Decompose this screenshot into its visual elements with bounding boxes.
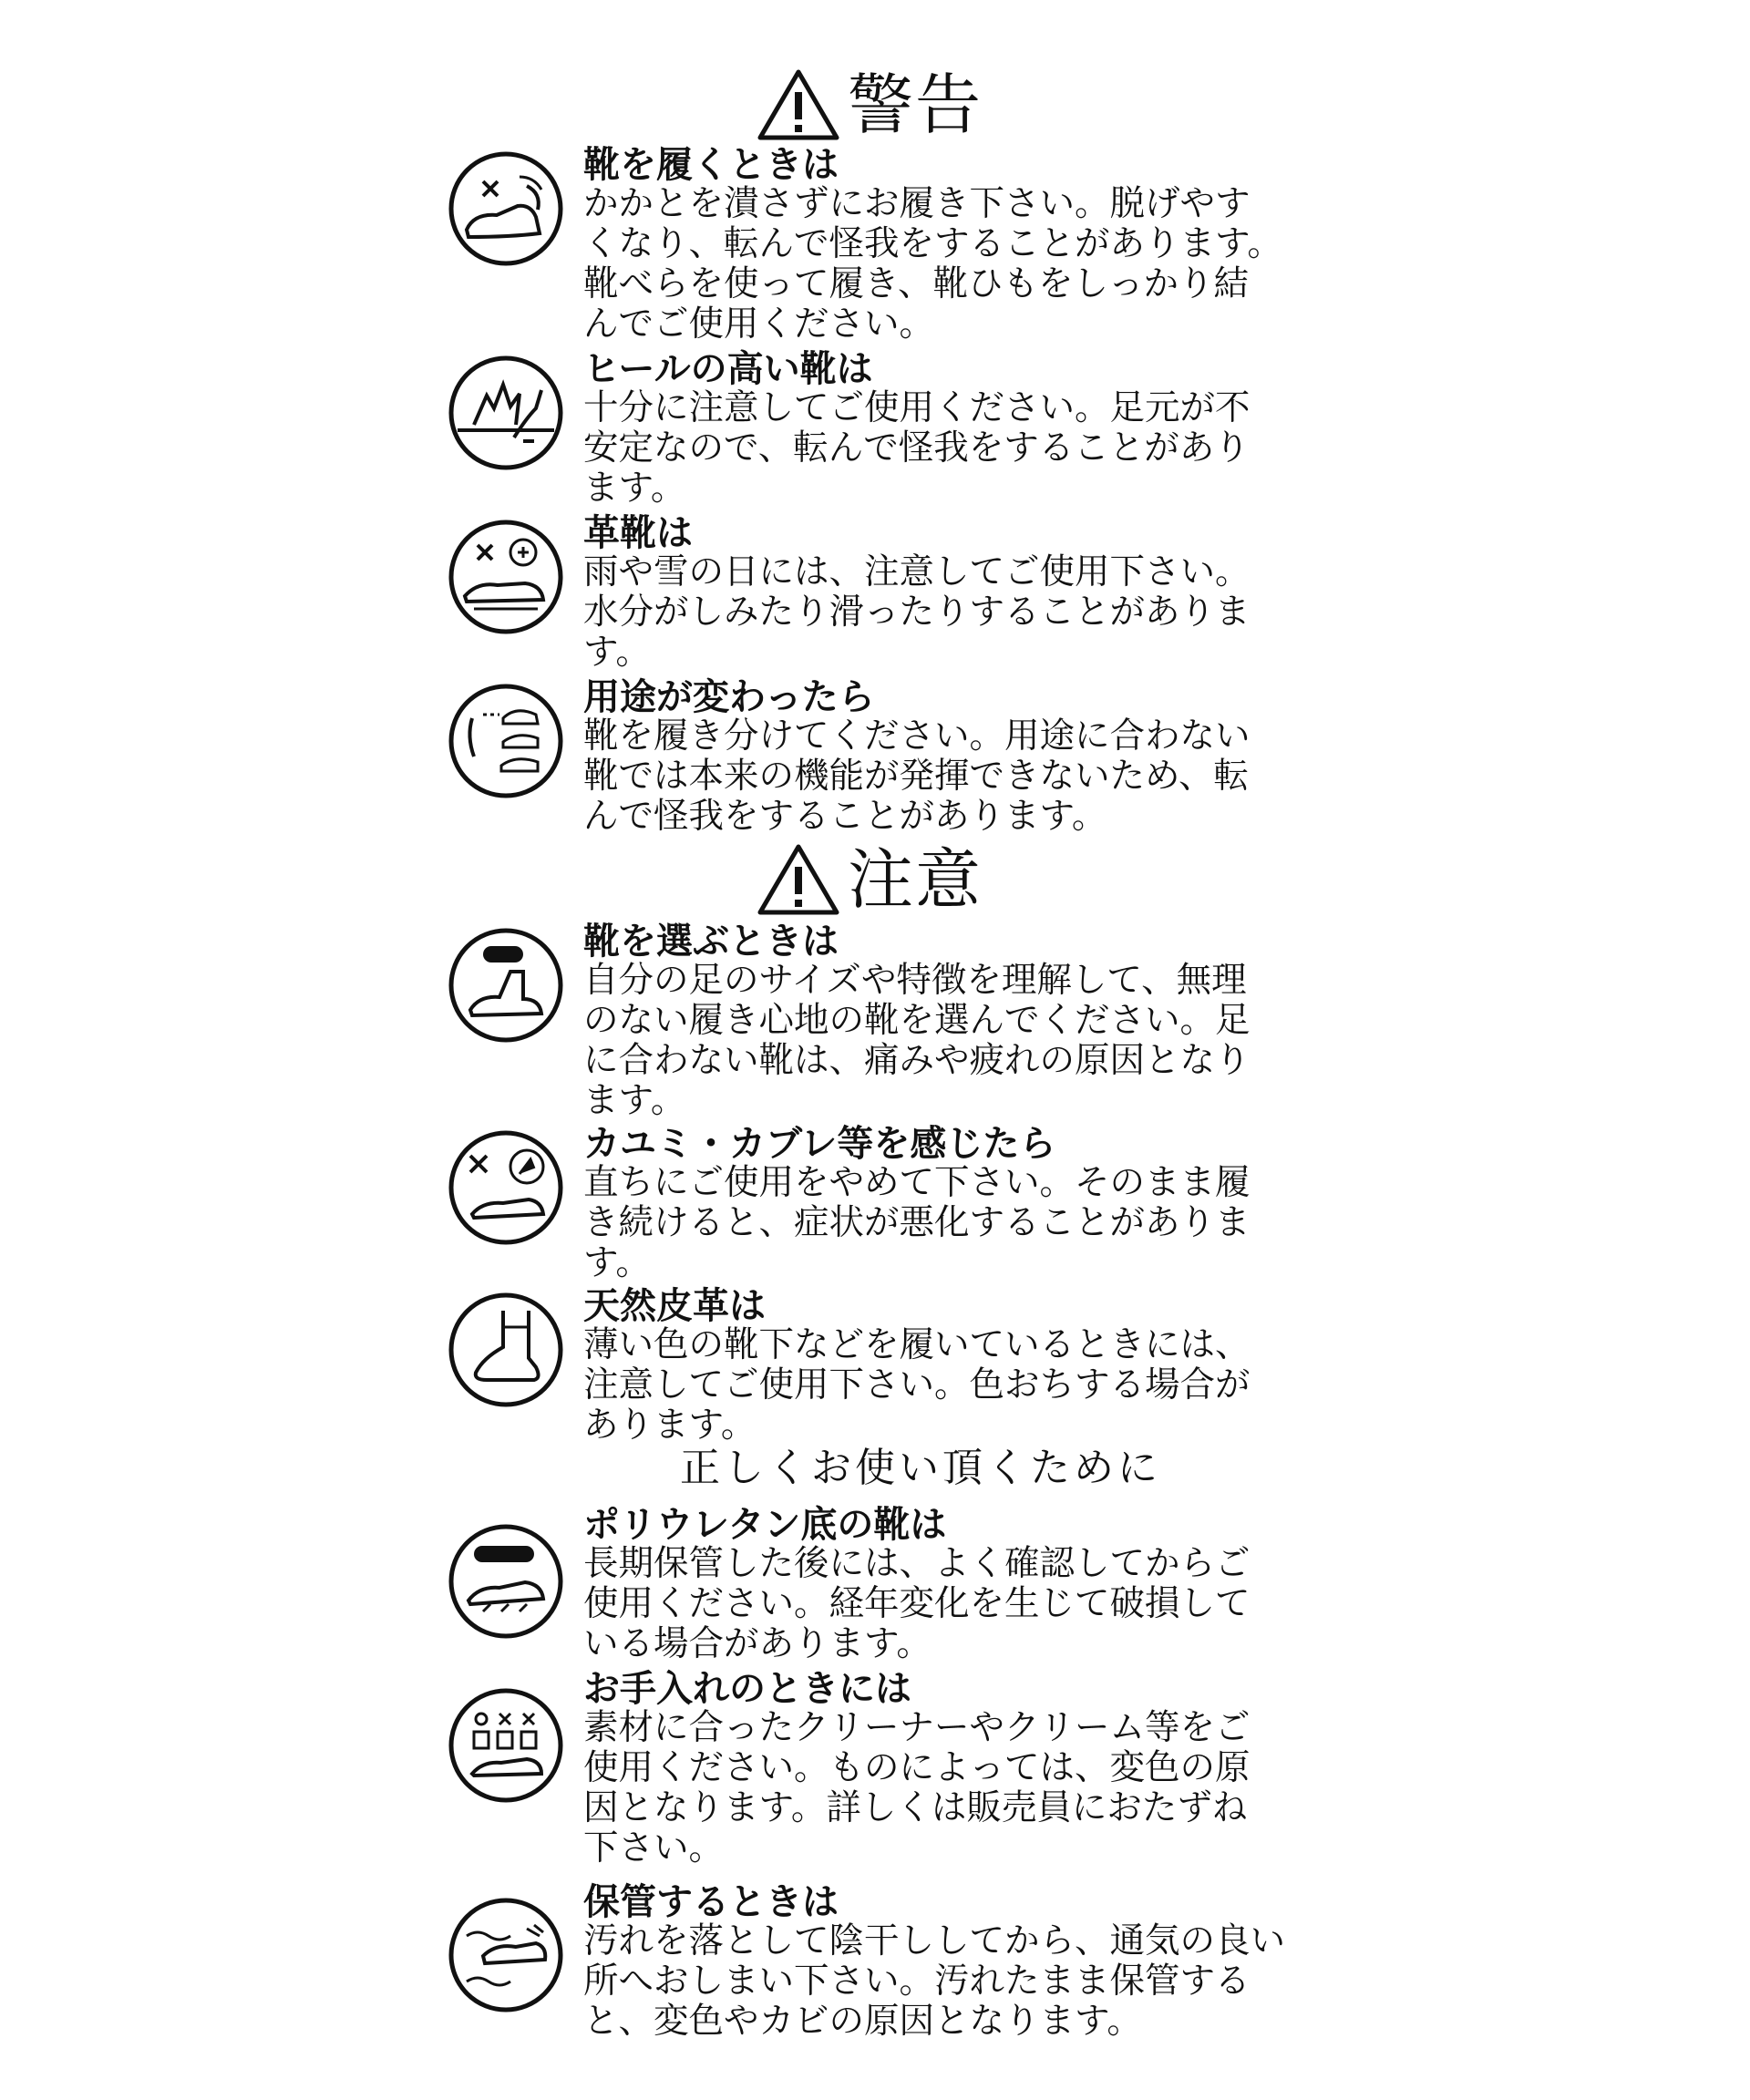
item-body: 直ちにご使用をやめて下さい。そのまま履 き続けると、症状が悪化することがありま す。 [583,1162,1251,1283]
item-title: ポリウレタン底の靴は [583,1504,947,1546]
natural-leather-sock-icon [447,1291,565,1409]
caution-triangle-icon [757,843,840,916]
item-body: 長期保管した後には、よく確認してからご 使用ください。経年変化を生じて破損して いる場合があります。 [583,1543,1251,1664]
shoe-size-select-icon [447,926,565,1045]
caution-heading [757,839,1121,921]
shoe-storage-icon [447,1896,565,2014]
item-body: 汚れを落として陰干ししてから、通気の良い 所へおしまい下さい。汚れたまま保管する と、変色やカビの原因となります。 [583,1920,1286,2042]
item-title: 靴を履くときは [583,144,839,186]
item-body: かかとを潰さずにお履き下さい。脱げやす くなり、転んで怪我をすることがあります。 靴べらを使って履き、靴ひもをしっかり結 んでご使用ください。 [583,183,1282,345]
item-body: 雨や雪の日には、注意してご使用下さい。 水分がしみたり滑ったりすることがありま す。 [583,551,1251,673]
proper-use-heading: 正しくお使い頂くために [680,1445,1161,1491]
item-body: 十分に注意してご使用ください。足元が不 安定なので、転んで怪我をすることがあり ます。 [583,387,1251,509]
item-title: 革靴は [583,512,693,554]
item-title: ヒールの高い靴は [583,348,873,390]
item-title: 天然皮革は [583,1285,766,1327]
leather-shoe-rain-icon [447,518,565,636]
item-body: 自分の足のサイズや特徴を理解して、無理 のない履き心地の靴を選んでください。足 に合わない靴は、痛みや疲れの原因となり ます。 [583,960,1251,1121]
polyurethane-sole-icon [447,1522,565,1641]
warning-triangle-icon [757,68,840,141]
shoe-heel-crush-icon [447,149,565,268]
item-title: 靴を選ぶときは [583,921,839,962]
item-body: 薄い色の靴下などを履いているときには、 注意してご使用下さい。色おちする場合が あります。 [583,1324,1251,1446]
item-title: 用途が変わったら [583,676,875,718]
warning-heading [757,64,1121,146]
caution-heading-text: 注意 [848,841,983,918]
foot-itch-icon [447,1128,565,1247]
shoe-care-icon [447,1686,565,1805]
high-heel-fall-icon [447,354,565,472]
shoe-purpose-icon [447,682,565,800]
warning-heading-text: 警告 [848,67,983,143]
item-body: 靴を履き分けてください。用途に合わない 靴では本来の機能が発揮できないため、転 んで怪我をすることがあります。 [583,715,1251,837]
item-title: お手入れのときには [583,1668,911,1710]
item-title: 保管するときは [583,1881,839,1923]
item-body: 素材に合ったクリーナーやクリーム等をご 使用ください。ものによっては、変色の原 因となります。詳しくは販売員におたずね 下さい。 [583,1707,1251,1868]
item-title: カユミ・カブレ等を感じたら [583,1123,1056,1165]
